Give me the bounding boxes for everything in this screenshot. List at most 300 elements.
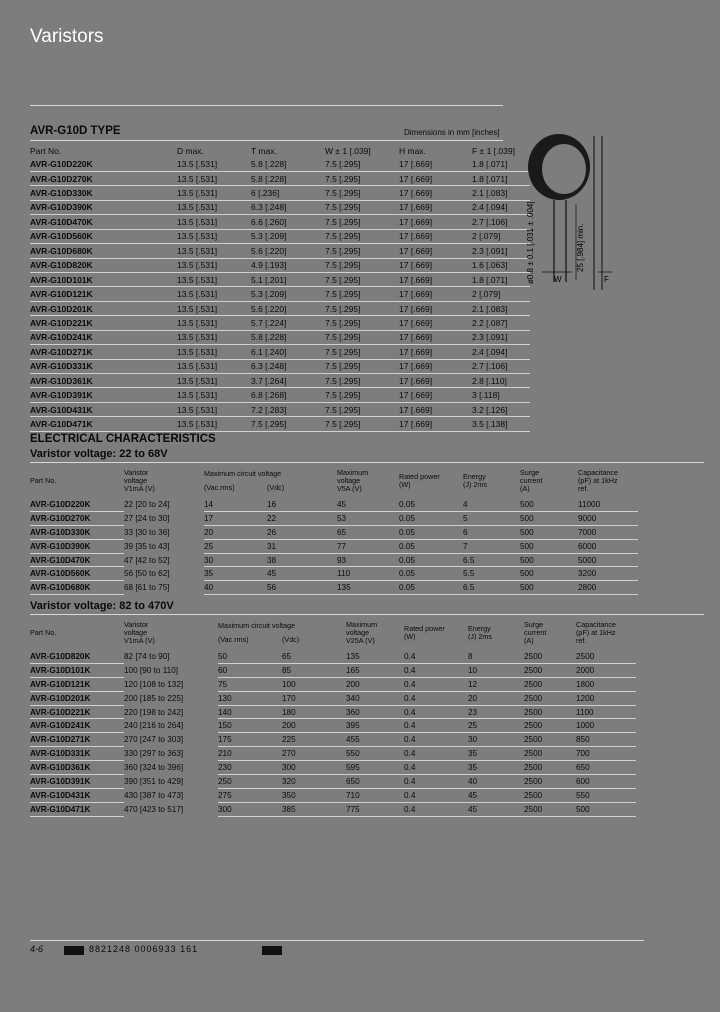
value-cell: 500 <box>520 539 578 553</box>
value-cell: 4 <box>463 498 520 511</box>
value-cell: 17 <box>204 511 267 525</box>
value-cell: 850 <box>576 733 636 747</box>
value-cell: 2500 <box>524 788 576 802</box>
table2-rule <box>30 614 704 615</box>
value-cell: 17 [.669] <box>399 200 472 214</box>
value-cell: 65 <box>337 525 399 539</box>
value-cell: 45 <box>468 788 524 802</box>
hdr-rated-power: Rated power (W) <box>399 472 440 489</box>
electrical-row <box>30 581 638 595</box>
value-cell: 0.4 <box>404 761 468 775</box>
value-cell: 180 <box>282 705 346 719</box>
part-number-cell: AVR-G10D221K <box>30 316 147 330</box>
value-cell: 17 [.669] <box>399 171 472 185</box>
value-cell: 17 [.669] <box>399 301 472 315</box>
value-cell: 27 [24 to 30] <box>124 513 170 523</box>
value-cell: 17 [.669] <box>399 272 472 286</box>
dimension-note: Dimensions in mm [inches] <box>404 128 500 137</box>
value-cell: 17 [.669] <box>399 258 472 272</box>
dimension-row <box>30 374 530 388</box>
value-cell: 17 [.669] <box>399 388 472 402</box>
value-cell: 130 <box>218 691 282 705</box>
value-cell: 40 <box>204 581 267 595</box>
value-cell: 13.5 [.531] <box>147 229 251 243</box>
electrical-heading: ELECTRICAL CHARACTERISTICS <box>30 433 216 445</box>
part-number-cell: AVR-G10D680K <box>30 244 147 258</box>
value-cell: 17 [.669] <box>399 345 472 359</box>
dimension-row <box>30 244 530 258</box>
col-header: D max. <box>177 145 204 156</box>
value-cell: 7.5 [.295] <box>325 330 399 344</box>
value-cell: 1.8 [.071] <box>472 157 530 171</box>
dimension-row <box>30 301 530 315</box>
value-cell: 2.3 [.091] <box>472 244 530 258</box>
value-cell: 775 <box>346 802 404 816</box>
value-cell: 35 <box>468 761 524 775</box>
part-number-cell: AVR-G10D331K <box>30 359 147 373</box>
value-cell: 17 [.669] <box>399 215 472 229</box>
value-cell: 0.4 <box>404 775 468 789</box>
value-cell: 10 <box>468 663 524 677</box>
value-cell: 0.05 <box>399 511 463 525</box>
value-cell: 3.5 [.138] <box>472 417 530 431</box>
dimension-row <box>30 186 530 200</box>
value-cell: 2.4 [.094] <box>472 345 530 359</box>
dimension-heading-rule <box>30 140 503 141</box>
value-cell: 5.5 <box>463 567 520 581</box>
electrical-row <box>30 802 636 816</box>
hdr-part-no: Part No. <box>30 628 57 637</box>
part-number-cell: AVR-G10D470K <box>30 553 124 567</box>
footer-rule <box>30 940 644 941</box>
value-cell: 600 <box>576 775 636 789</box>
value-cell: 2500 <box>576 650 636 663</box>
value-cell: 17 [.669] <box>399 330 472 344</box>
value-cell: 0.4 <box>404 650 468 663</box>
value-cell: 13.5 [.531] <box>147 388 251 402</box>
value-cell: 390 [351 to 429] <box>124 776 184 786</box>
value-cell: 7.5 [.295] <box>325 316 399 330</box>
value-cell: 320 <box>282 775 346 789</box>
value-cell: 40 <box>468 775 524 789</box>
value-cell: 4.9 [.193] <box>251 258 325 272</box>
part-number-cell: AVR-G10D221K <box>30 705 124 719</box>
part-number-cell: AVR-G10D431K <box>30 788 124 802</box>
value-cell: 93 <box>337 553 399 567</box>
value-cell: 17 [.669] <box>399 417 472 431</box>
value-cell: 2500 <box>524 802 576 816</box>
value-cell: 275 <box>218 788 282 802</box>
value-cell: 3200 <box>578 567 638 581</box>
electrical-row <box>30 650 636 663</box>
value-cell: 17 [.669] <box>399 229 472 243</box>
value-cell: 2500 <box>524 733 576 747</box>
electrical-row <box>30 663 636 677</box>
page-number: 4-6 <box>30 944 44 954</box>
value-cell: 30 <box>204 553 267 567</box>
value-cell: 165 <box>346 663 404 677</box>
value-cell: 13.5 [.531] <box>147 402 251 416</box>
value-cell: 65 <box>282 650 346 663</box>
value-cell: 12 <box>468 677 524 691</box>
value-cell: 45 <box>267 567 337 581</box>
value-cell: 2.1 [.083] <box>472 301 530 315</box>
dimension-row <box>30 258 530 272</box>
value-cell: 0.05 <box>399 539 463 553</box>
value-cell: 7.5 [.295] <box>325 244 399 258</box>
value-cell: 0.05 <box>399 498 463 511</box>
dimension-row <box>30 359 530 373</box>
value-cell: 170 <box>282 691 346 705</box>
value-cell: 17 [.669] <box>399 374 472 388</box>
value-cell: 20 <box>204 525 267 539</box>
value-cell: 200 [185 to 225] <box>124 693 184 703</box>
value-cell: 35 <box>204 567 267 581</box>
value-cell: 385 <box>282 802 346 816</box>
hdr-capacitance: Capacitance (pF) at 1kHz ref. <box>578 468 618 493</box>
value-cell: 47 [42 to 52] <box>124 555 170 565</box>
value-cell: 7.5 [.295] <box>325 388 399 402</box>
value-cell: 13.5 [.531] <box>147 287 251 301</box>
part-number-cell: AVR-G10D331K <box>30 747 124 761</box>
part-number-cell: AVR-G10D270K <box>30 511 124 525</box>
dimension-row <box>30 417 530 431</box>
value-cell: 0.4 <box>404 705 468 719</box>
value-cell: 85 <box>282 663 346 677</box>
col-header: H max. <box>399 145 426 156</box>
value-cell: 2.2 [.087] <box>472 316 530 330</box>
value-cell: 17 [.669] <box>399 157 472 171</box>
part-number-cell: AVR-G10D470K <box>30 215 147 229</box>
value-cell: 500 <box>576 802 636 816</box>
value-cell: 13.5 [.531] <box>147 258 251 272</box>
hdr-varistor: Varistor voltage V1mA (V) <box>124 468 155 493</box>
value-cell: 13.5 [.531] <box>147 316 251 330</box>
value-cell: 13.5 [.531] <box>147 345 251 359</box>
electrical-row <box>30 677 636 691</box>
hdr-max-voltage: Maximum voltage V5A (V) <box>337 468 369 493</box>
value-cell: 120 [108 to 132] <box>124 679 184 689</box>
dimension-row <box>30 171 530 185</box>
electrical-row <box>30 788 636 802</box>
table1-header-row <box>30 464 638 498</box>
electrical-row <box>30 747 636 761</box>
value-cell: 7.5 [.295] <box>325 215 399 229</box>
dimension-row <box>30 402 530 416</box>
value-cell: 7.5 [.295] <box>325 229 399 243</box>
part-number-cell: AVR-G10D201K <box>30 301 147 315</box>
part-number-cell: AVR-G10D820K <box>30 258 147 272</box>
electrical-row <box>30 719 636 733</box>
value-cell: 2500 <box>524 719 576 733</box>
value-cell: 210 <box>218 747 282 761</box>
value-cell: 2 [.079] <box>472 287 530 301</box>
value-cell: 7.5 [.295] <box>325 417 399 431</box>
part-number-cell: AVR-G10D391K <box>30 388 147 402</box>
value-cell: 2000 <box>576 663 636 677</box>
value-cell: 2500 <box>524 691 576 705</box>
value-cell: 82 [74 to 90] <box>124 652 170 662</box>
value-cell: 650 <box>576 761 636 775</box>
disc-inner <box>542 144 586 194</box>
part-number-cell: AVR-G10D220K <box>30 157 147 171</box>
table1-subheading: Varistor voltage: 22 to 68V <box>30 448 168 460</box>
value-cell: 5000 <box>578 553 638 567</box>
value-cell: 6.1 [.240] <box>251 345 325 359</box>
value-cell: 7.5 [.295] <box>325 272 399 286</box>
value-cell: 2.7 [.106] <box>472 215 530 229</box>
value-cell: 360 <box>346 705 404 719</box>
value-cell: 250 <box>218 775 282 789</box>
value-cell: 135 <box>346 650 404 663</box>
value-cell: 2500 <box>524 663 576 677</box>
value-cell: 500 <box>520 511 578 525</box>
part-number-cell: AVR-G10D390K <box>30 539 124 553</box>
value-cell: 3.2 [.126] <box>472 402 530 416</box>
value-cell: 35 <box>468 747 524 761</box>
value-cell: 0.4 <box>404 747 468 761</box>
value-cell: 5.8 [.228] <box>251 157 325 171</box>
hdr-energy: Energy (J) 2ms <box>463 472 487 489</box>
value-cell: 2500 <box>524 650 576 663</box>
dimension-row <box>30 157 530 171</box>
table2-header-row <box>30 616 636 650</box>
hdr-max-circuit: Maximum circuit voltage (Vac.rms) (Vdc) <box>204 469 285 492</box>
value-cell: 50 <box>218 650 282 663</box>
value-cell: 140 <box>218 705 282 719</box>
part-number-cell: AVR-G10D220K <box>30 498 124 511</box>
value-cell: 100 <box>282 677 346 691</box>
value-cell: 75 <box>218 677 282 691</box>
table2-subheading: Varistor voltage: 82 to 470V <box>30 600 174 612</box>
value-cell: 7.5 [.295] <box>325 402 399 416</box>
value-cell: 5.6 [.220] <box>251 301 325 315</box>
value-cell: 6.5 <box>463 581 520 595</box>
value-cell: 6.5 <box>463 553 520 567</box>
value-cell: 13.5 [.531] <box>147 301 251 315</box>
value-cell: 13.5 [.531] <box>147 171 251 185</box>
value-cell: 3.7 [.264] <box>251 374 325 388</box>
value-cell: 0.05 <box>399 581 463 595</box>
part-number-cell: AVR-G10D471K <box>30 802 124 816</box>
value-cell: 230 <box>218 761 282 775</box>
value-cell: 110 <box>337 567 399 581</box>
value-cell: 77 <box>337 539 399 553</box>
value-cell: 13.5 [.531] <box>147 186 251 200</box>
value-cell: 5.1 [.201] <box>251 272 325 286</box>
dimension-table <box>30 144 530 432</box>
value-cell: 1100 <box>576 705 636 719</box>
value-cell: 455 <box>346 733 404 747</box>
value-cell: 300 <box>218 802 282 816</box>
value-cell: 2500 <box>524 747 576 761</box>
value-cell: 7.5 [.295] <box>325 374 399 388</box>
value-cell: 225 <box>282 733 346 747</box>
w-label: W <box>554 275 562 284</box>
electrical-row <box>30 498 638 511</box>
value-cell: 1.8 [.071] <box>472 272 530 286</box>
value-cell: 7 <box>463 539 520 553</box>
value-cell: 13.5 [.531] <box>147 157 251 171</box>
diameter-label: ø0.8 ± 0.1 [.031 ± .004] <box>526 201 535 284</box>
value-cell: 25 <box>468 719 524 733</box>
value-cell: 45 <box>337 498 399 511</box>
electrical-row <box>30 553 638 567</box>
part-number-cell: AVR-G10D330K <box>30 525 124 539</box>
header-divider <box>30 105 503 106</box>
value-cell: 7.5 [.295] <box>325 171 399 185</box>
value-cell: 9000 <box>578 511 638 525</box>
value-cell: 135 <box>337 581 399 595</box>
part-number-cell: AVR-G10D101K <box>30 663 124 677</box>
value-cell: 16 <box>267 498 337 511</box>
electrical-row <box>30 705 636 719</box>
value-cell: 6.3 [.248] <box>251 359 325 373</box>
value-cell: 595 <box>346 761 404 775</box>
value-cell: 8 <box>468 650 524 663</box>
value-cell: 340 <box>346 691 404 705</box>
value-cell: 500 <box>520 553 578 567</box>
value-cell: 1800 <box>576 677 636 691</box>
value-cell: 60 <box>218 663 282 677</box>
value-cell: 2500 <box>524 761 576 775</box>
value-cell: 26 <box>267 525 337 539</box>
value-cell: 2500 <box>524 775 576 789</box>
value-cell: 470 [423 to 517] <box>124 804 184 814</box>
value-cell: 0.4 <box>404 677 468 691</box>
value-cell: 39 [35 to 43] <box>124 541 170 551</box>
dimension-heading: AVR-G10D TYPE <box>30 125 121 137</box>
value-cell: 700 <box>576 747 636 761</box>
dimension-header-row <box>30 144 530 157</box>
electrical-table-2 <box>30 616 636 817</box>
value-cell: 23 <box>468 705 524 719</box>
value-cell: 6.8 [.268] <box>251 388 325 402</box>
value-cell: 550 <box>576 788 636 802</box>
value-cell: 7.5 [.295] <box>325 287 399 301</box>
value-cell: 710 <box>346 788 404 802</box>
hdr-max-circuit: Maximum circuit voltage (Vac.rms) (Vdc) <box>218 621 300 644</box>
value-cell: 5.6 [.220] <box>251 244 325 258</box>
value-cell: 2500 <box>524 677 576 691</box>
value-cell: 56 [50 to 62] <box>124 569 170 579</box>
electrical-table-1 <box>30 464 638 595</box>
value-cell: 150 <box>218 719 282 733</box>
value-cell: 2 [.079] <box>472 229 530 243</box>
value-cell: 7.5 [.295] <box>325 186 399 200</box>
hdr-part-no: Part No. <box>30 476 57 485</box>
value-cell: 5.7 [.224] <box>251 316 325 330</box>
col-header: F ± 1 [.039] <box>472 145 515 156</box>
value-cell: 2800 <box>578 581 638 595</box>
part-number-cell: AVR-G10D271K <box>30 733 124 747</box>
value-cell: 13.5 [.531] <box>147 330 251 344</box>
value-cell: 300 <box>282 761 346 775</box>
value-cell: 175 <box>218 733 282 747</box>
hdr-varistor: Varistor voltage V1mA (V) <box>124 620 155 645</box>
col-header: W ± 1 [.039] <box>325 145 371 156</box>
value-cell: 13.5 [.531] <box>147 272 251 286</box>
value-cell: 13.5 [.531] <box>147 200 251 214</box>
value-cell: 22 <box>267 511 337 525</box>
value-cell: 22 [20 to 24] <box>124 500 170 510</box>
value-cell: 100 [90 to 110] <box>124 665 179 675</box>
electrical-row <box>30 511 638 525</box>
value-cell: 7.5 [.295] <box>325 157 399 171</box>
electrical-row <box>30 567 638 581</box>
height-label: 25 [.984] min. <box>576 223 585 272</box>
value-cell: 11000 <box>578 498 638 511</box>
part-number-cell: AVR-G10D361K <box>30 761 124 775</box>
value-cell: 6000 <box>578 539 638 553</box>
value-cell: 0.4 <box>404 802 468 816</box>
value-cell: 17 [.669] <box>399 402 472 416</box>
value-cell: 1200 <box>576 691 636 705</box>
value-cell: 17 [.669] <box>399 244 472 258</box>
hdr-capacitance: Capacitance (pF) at 1kHz ref. <box>576 620 616 645</box>
value-cell: 7.5 [.295] <box>251 417 325 431</box>
value-cell: 14 <box>204 498 267 511</box>
part-number-cell: AVR-G10D391K <box>30 775 124 789</box>
value-cell: 31 <box>267 539 337 553</box>
dimension-row <box>30 345 530 359</box>
value-cell: 6 <box>463 525 520 539</box>
value-cell: 25 <box>204 539 267 553</box>
value-cell: 200 <box>282 719 346 733</box>
value-cell: 6.6 [.260] <box>251 215 325 229</box>
value-cell: 13.5 [.531] <box>147 215 251 229</box>
page-title: Varistors <box>30 26 104 47</box>
part-number-cell: AVR-G10D431K <box>30 402 147 416</box>
value-cell: 2.7 [.106] <box>472 359 530 373</box>
value-cell: 5.3 [.209] <box>251 287 325 301</box>
part-number-cell: AVR-G10D241K <box>30 719 124 733</box>
value-cell: 5.8 [.228] <box>251 171 325 185</box>
value-cell: 3 [.118] <box>472 388 530 402</box>
col-header: Part No. <box>30 145 62 156</box>
value-cell: 17 [.669] <box>399 287 472 301</box>
value-cell: 13.5 [.531] <box>147 244 251 258</box>
dimension-row <box>30 316 530 330</box>
value-cell: 7.5 [.295] <box>325 301 399 315</box>
part-number-cell: AVR-G10D680K <box>30 581 124 595</box>
value-cell: 68 [61 to 75] <box>124 583 170 593</box>
part-number-cell: AVR-G10D101K <box>30 272 147 286</box>
value-cell: 0.05 <box>399 567 463 581</box>
hdr-surge: Surge current (A) <box>524 620 547 645</box>
electrical-row <box>30 539 638 553</box>
part-number-cell: AVR-G10D201K <box>30 691 124 705</box>
value-cell: 17 [.669] <box>399 359 472 373</box>
value-cell: 5 <box>463 511 520 525</box>
value-cell: 0.4 <box>404 733 468 747</box>
part-number-cell: AVR-G10D390K <box>30 200 147 214</box>
part-number-cell: AVR-G10D330K <box>30 186 147 200</box>
value-cell: 500 <box>520 567 578 581</box>
value-cell: 7000 <box>578 525 638 539</box>
value-cell: 38 <box>267 553 337 567</box>
value-cell: 2.8 [.110] <box>472 374 530 388</box>
value-cell: 17 [.669] <box>399 186 472 200</box>
value-cell: 2.1 [.083] <box>472 186 530 200</box>
value-cell: 7.5 [.295] <box>325 258 399 272</box>
electrical-row <box>30 775 636 789</box>
value-cell: 17 [.669] <box>399 316 472 330</box>
value-cell: 45 <box>468 802 524 816</box>
value-cell: 360 [324 to 396] <box>124 763 184 773</box>
value-cell: 220 [198 to 242] <box>124 707 184 717</box>
value-cell: 20 <box>468 691 524 705</box>
